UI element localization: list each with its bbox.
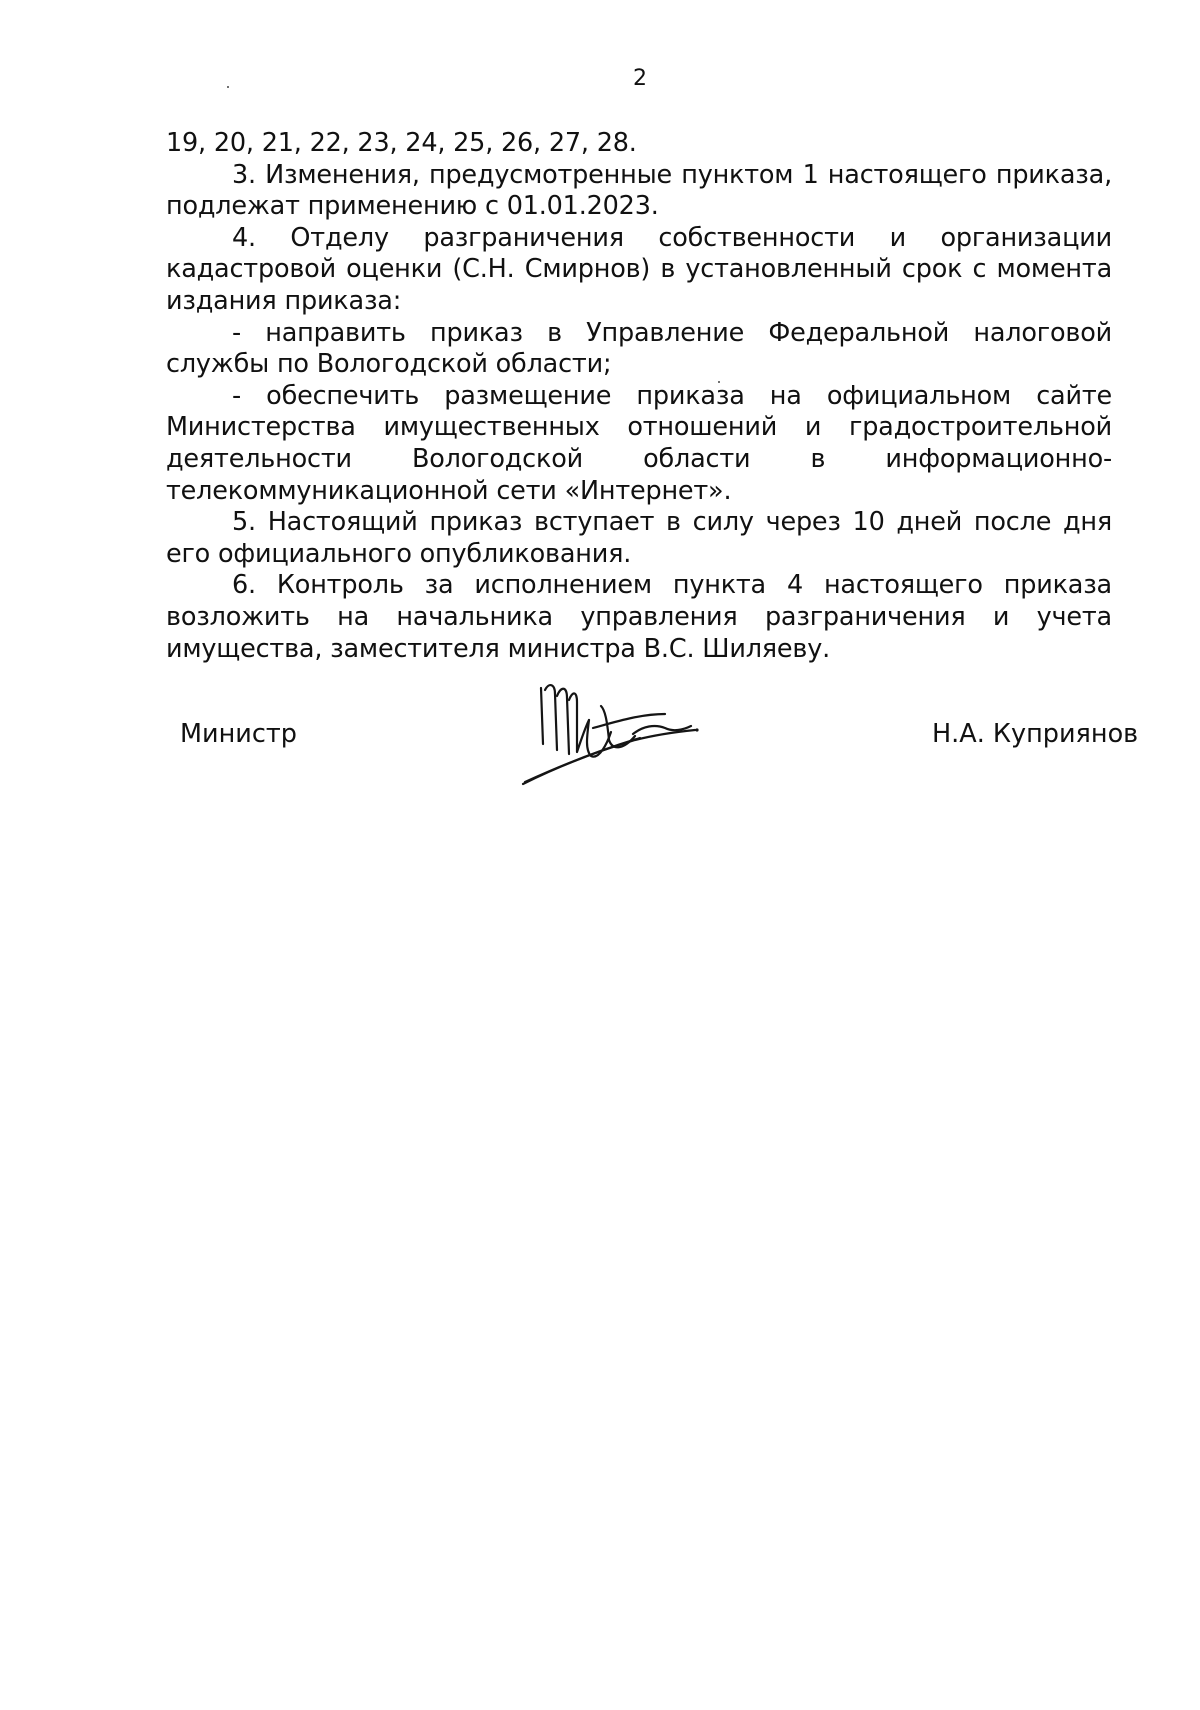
paragraph-4-item-2: - обеспечить размещение приказа на официальном сайте Министерства имущественных отношений и градостроительной деятельности Вологодской области в информационно-телекоммуникационной сети «Интернет». bbox=[166, 380, 1112, 506]
page-number: 2 bbox=[633, 66, 647, 91]
scan-speck bbox=[227, 86, 229, 88]
paragraph-3: 3. Изменения, предусмотренные пунктом 1 настоящего приказа, подлежат применению с 01.01.2023. bbox=[166, 159, 1112, 222]
paragraph-5: 5. Настоящий приказ вступает в силу через 10 дней после дня его официального опубликования. bbox=[166, 507, 1112, 569]
signatory-name: Н.А. Куприянов bbox=[932, 719, 1139, 749]
signatory-title: Министр bbox=[180, 719, 297, 749]
paragraph-continuation: 19, 20, 21, 22, 23, 24, 25, 26, 27, 28. bbox=[166, 128, 637, 158]
order-body bbox=[166, 128, 1112, 665]
paragraph-4: 4. Отделу разграничения собственности и организации кадастровой оценки (С.Н. Смирнов) в установленный срок с момента издания приказа: bbox=[166, 222, 1112, 316]
paragraph-4-item-1: - направить приказ в Управление Федеральной налоговой службы по Вологодской области; bbox=[166, 317, 1112, 380]
paragraph-6: 6. Контроль за исполнением пункта 4 настоящего приказа возложить на начальника управления разграничения и учета имущества, заместителя министра В.С. Шиляеву. bbox=[166, 570, 1112, 664]
handwritten-signature bbox=[515, 680, 705, 790]
